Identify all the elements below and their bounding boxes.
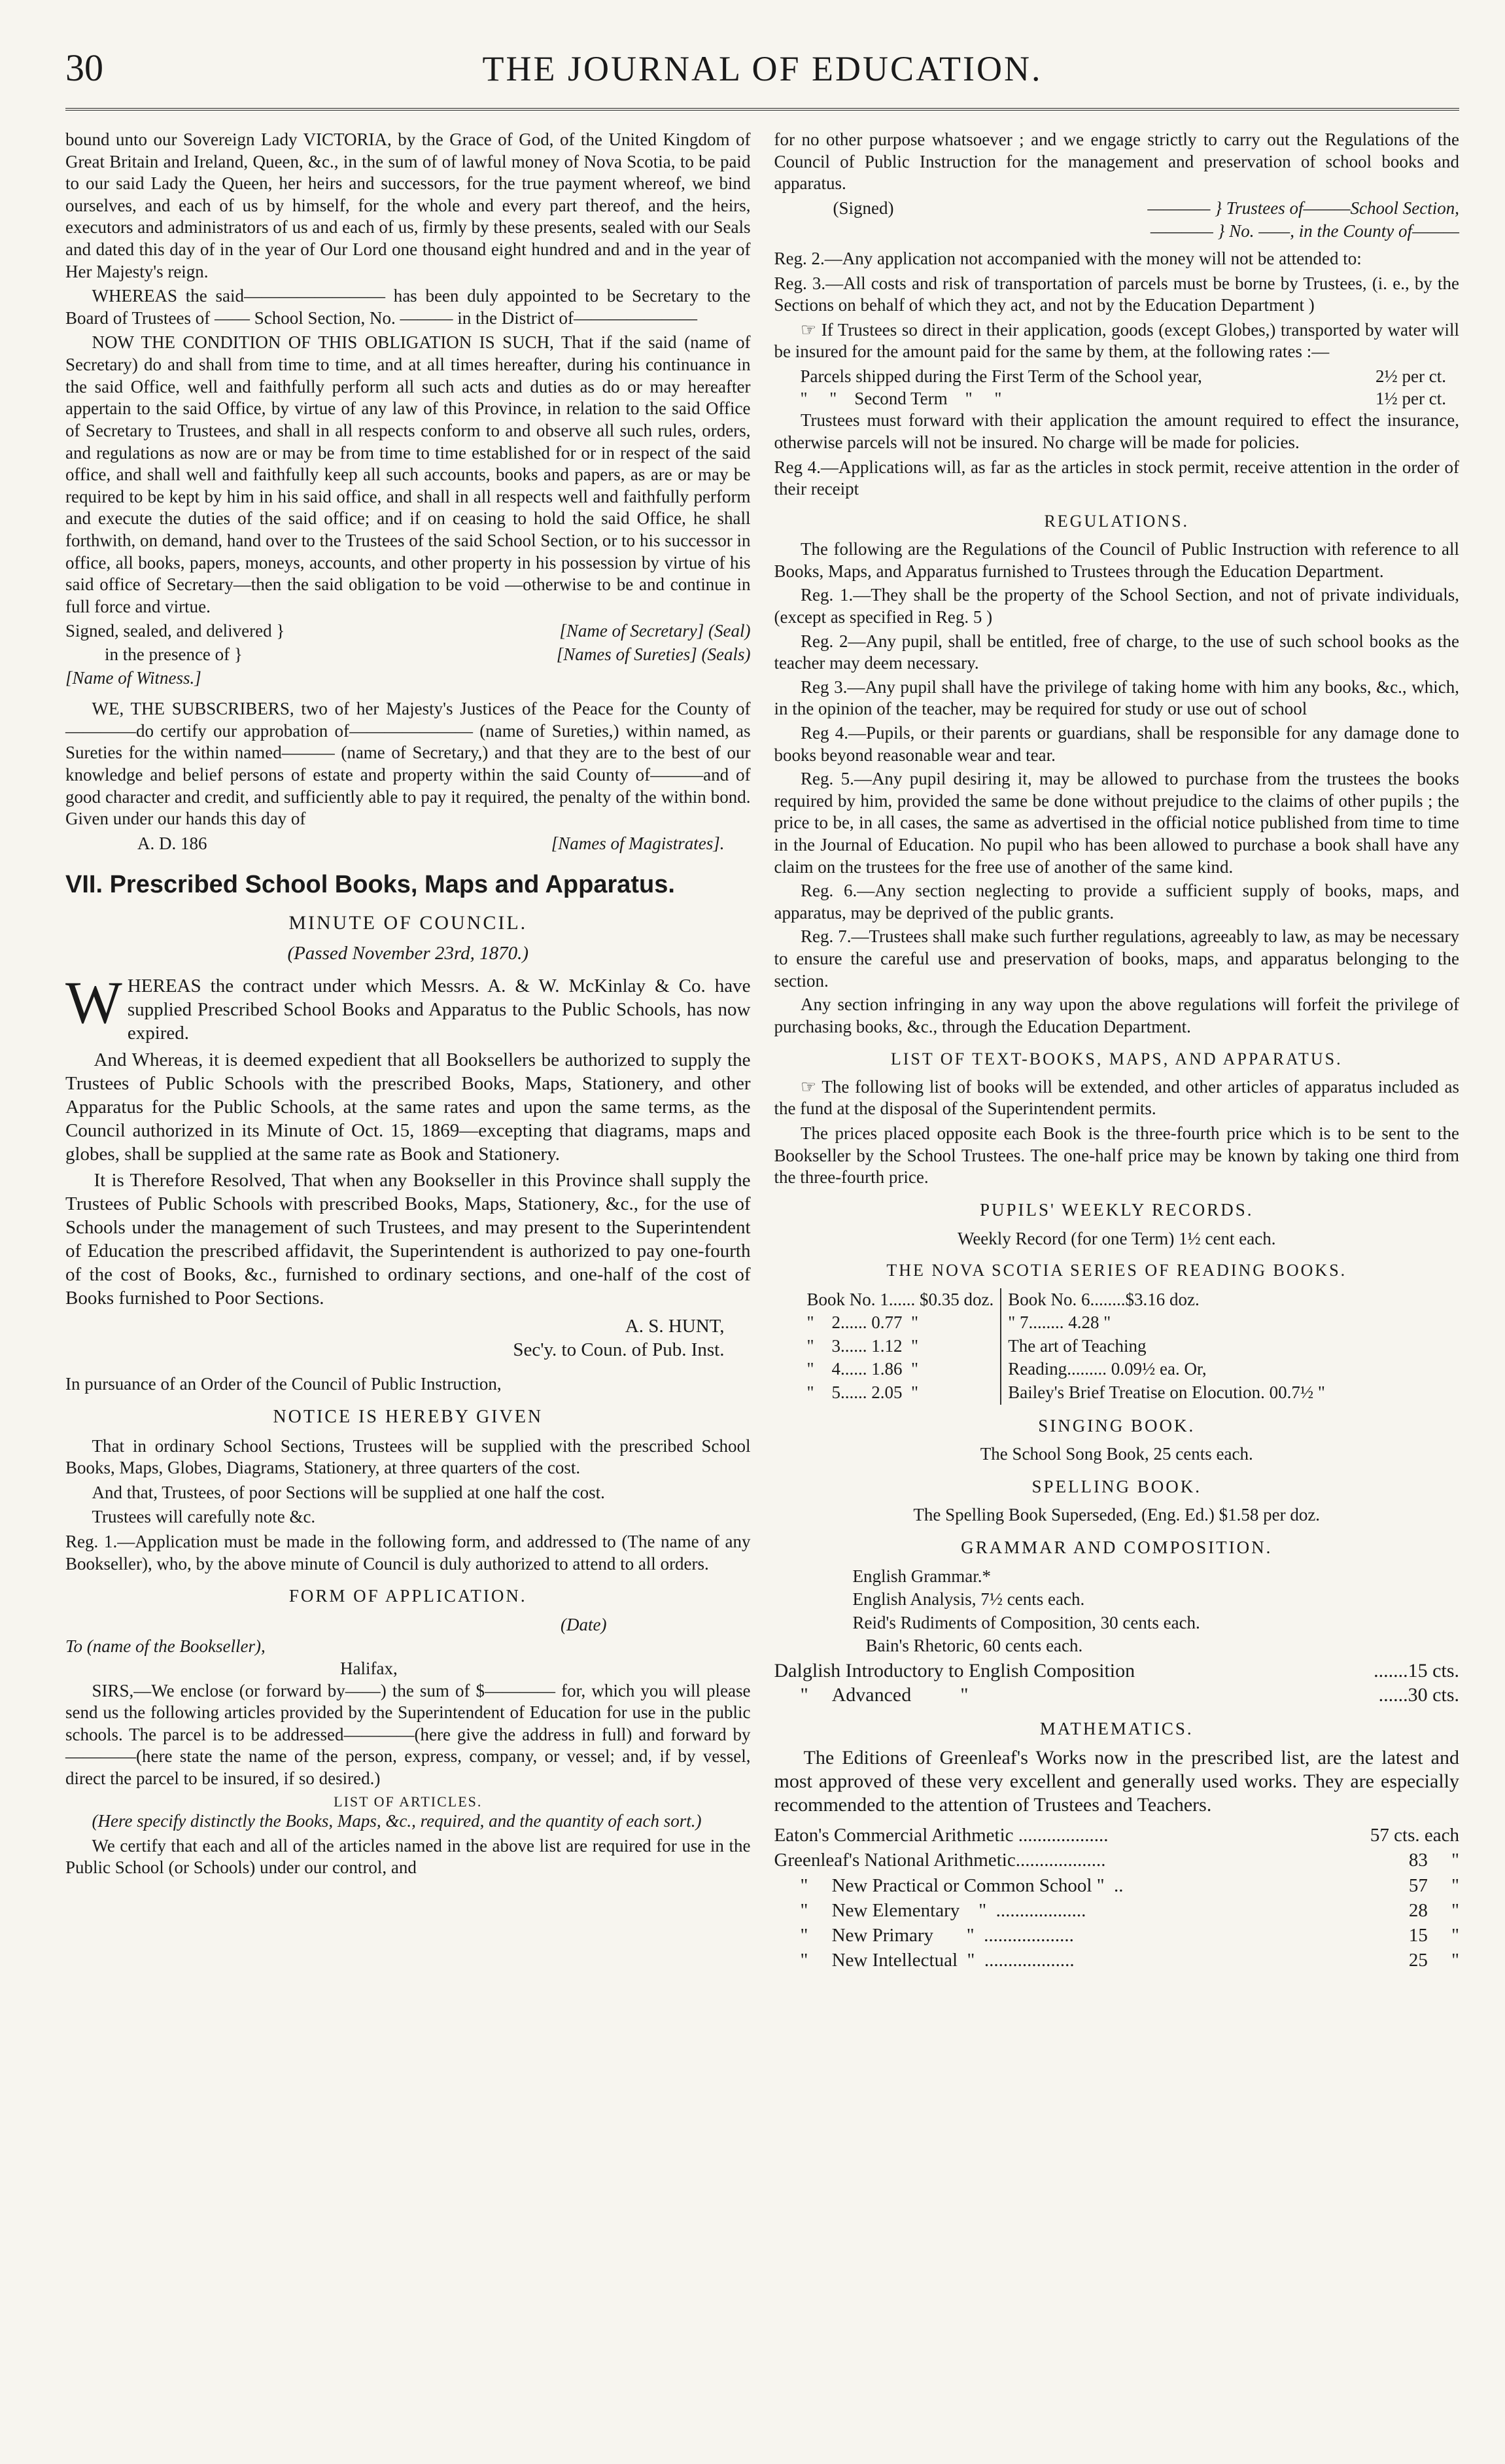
signed-trustees — [774, 198, 1460, 220]
reading-book-right: Reading......... 0.09½ ea. Or, — [1001, 1358, 1332, 1381]
signed-row — [65, 620, 751, 642]
reading-book-left: " 2...... 0.77 " — [806, 1312, 919, 1333]
to-bookseller: To (name of the Bookseller), — [65, 1636, 266, 1657]
reading-book-left: " 3...... 1.12 " — [806, 1335, 919, 1356]
columns — [65, 129, 1459, 1973]
math-item-label: " New Practical or Common School " .. — [800, 1874, 1124, 1896]
grammar-item: English Grammar.* — [852, 1566, 991, 1586]
reg2-text: Reg. 2.—Any application not accompanied with the money will not be attended to: — [774, 249, 1362, 269]
notice-ordinary: That in ordinary School Sections, Trustees will be supplied with the prescribed School Books, Maps, Globes, Diagrams, Stationery, at three quarters of the cost. — [65, 1435, 751, 1478]
regulation-5: Reg. 5.—Any pupil desiring it, may be allowed to purchase from the trustees the books required by him, provided the same be done without prejudice to the claims of other pupils ; the price to be, in all cases, the same as advertised in the official notice published from time to time in the Journal of Education. No pupil who has been allowed to purchase a book shall have any claim on the trustees for the free use of another of the same kind. — [774, 769, 1459, 877]
notice-note: Trustees will carefully note &c. — [92, 1507, 316, 1527]
signed-label: Signed, sealed, and delivered } — [65, 621, 285, 641]
notice-poor: And that, Trustees, of poor Sections will be supplied at one half the cost. — [92, 1482, 605, 1502]
regulation-6: Reg. 6.—Any section neglecting to provide a sufficient supply of books, maps, and apparatus, may be deprived of the public grants. — [774, 881, 1459, 923]
reading-book-row — [801, 1311, 1332, 1335]
list-note: ☞ The following list of books will be extended, and other articles of apparatus included as the fund at the disposal of the Superintendent permits. — [774, 1076, 1459, 1119]
grammar-list — [774, 1566, 1460, 1657]
rate-first-label: Parcels shipped during the First Term of the School year, — [800, 366, 1202, 387]
dalglish-advanced-label: " Advanced " — [800, 1684, 969, 1706]
signed-label-right: (Signed) — [833, 198, 894, 218]
regulation-4: Reg 4.—Pupils, or their parents or guardians, shall be responsible for any damage done to books beyond reasonable wear and tear. — [774, 722, 1459, 765]
whereas-secretary: WHEREAS the said———————— has been duly appointed to be Secretary to the Board of Trustees of —— School Section, No. ——— in the District of——————— — [65, 286, 751, 328]
grammar-item: English Analysis, 7½ cents each. — [852, 1589, 1085, 1610]
rate-first-value: 2½ per ct. — [1375, 366, 1446, 387]
reading-book-row — [801, 1358, 1332, 1381]
condition-text: NOW THE CONDITION OF THIS OBLIGATION IS SUCH, That if the said (name of Secretary) do and shall from time to time, and at all times hereafter, during his continuance in the said Office, well and faithfully perform all such acts and duties as do or may hereafter appertain to the said Office, by virtue of any law of this Province, in relation to the said Office of Secretary to Trustees, and shall in all respects conform to and observe all such rules, orders, and regulations as now are or may be from time to time established for or in respect of the said office, and shall well and faithfully keep all such accounts, books and papers, as are or may be required to be kept by him in his said office, and shall in all respects well and faithfully perform and execute the duties of the said office; and if on ceasing to hold the said Office, he shall forthwith, on demand, hand over to the Trustees of the said School Section, or to his successor in office, all books, papers, moneys, accounts, and other property in his possession by virtue of his said office of Secretary—then the said obligation to be void —otherwise to be and continue in full force and virtue. — [65, 332, 751, 616]
spelling-text: The Spelling Book Superseded, (Eng. Ed.) $1.58 per doz. — [913, 1505, 1321, 1525]
section-title: VII. Prescribed School Books, Maps and Apparatus. — [65, 870, 675, 898]
witness-label: [Name of Witness.] — [65, 667, 201, 688]
magistrates-label: [Names of Magistrates]. — [551, 833, 725, 853]
singing-text: The School Song Book, 25 cents each. — [980, 1444, 1253, 1464]
dalglish-intro-price: .......15 cts. — [1374, 1660, 1459, 1682]
math-item — [774, 1899, 1460, 1922]
math-item-price: 57 " — [1408, 1874, 1459, 1896]
whereas-contract-text: HEREAS the contract under which Messrs. A. & W. McKinlay & Co. have supplied Prescribed School Books and Apparatus to the Public Schools, has now expired. — [127, 976, 751, 1044]
math-item-label: " New Primary " ................... — [800, 1924, 1074, 1946]
presence-label: in the presence of } — [105, 644, 243, 665]
presence-row — [65, 644, 751, 666]
math-item-label: Eaton's Commercial Arithmetic ................... — [774, 1825, 1109, 1846]
regulation-7: Reg. 7.—Trustees shall make such further regulations, agreeably to law, as may be necessary to ensure the careful use and preservation of books, maps, and apparatus belonging to the section. — [774, 926, 1459, 991]
math-item — [774, 1924, 1460, 1947]
right-column — [774, 129, 1460, 1973]
math-item-label: " New Elementary " ................... — [800, 1899, 1086, 1921]
singing-title: SINGING BOOK. — [1038, 1415, 1196, 1435]
math-item — [774, 1823, 1460, 1847]
reg4-text: Reg 4.—Applications will, as far as the articles in stock permit, receive attention in the order of their receipt — [774, 457, 1459, 499]
notice-title: NOTICE IS HEREBY GIVEN — [273, 1406, 544, 1427]
signature-block — [65, 1314, 725, 1362]
math-item — [774, 1948, 1460, 1972]
sureties-seals: [Names of Sureties] (Seals) — [556, 644, 751, 665]
drop-cap: W — [65, 969, 122, 1036]
bond-text: bound unto our Sovereign Lady VICTORIA, by the Grace of God, of the United Kingdom of Great Britain and Ireland, Queen, &c., in the sum of of lawful money of Nova Scotia, to be paid to our said Lady the Queen, her heirs and successors, for the true payment whereof, we bind ourselves, and each of us by himself, for the whole and every part thereof, and the heirs, executors and administrators of us and each of us, firmly by these presents, sealed with our Seals and dated this day of in the year of Our Lord one thousand eight hundred and and in the year of Her Majesty's reign. — [65, 130, 751, 281]
reading-book-right: Bailey's Brief Treatise on Elocution. 00.7½ " — [1001, 1381, 1332, 1405]
pupils-records-title: PUPILS' WEEKLY RECORDS. — [980, 1199, 1254, 1220]
halifax-label: Halifax, — [340, 1659, 398, 1678]
signature-name: A. S. HUNT, — [625, 1315, 725, 1337]
weekly-record: Weekly Record (for one Term) 1½ cent each. — [958, 1228, 1276, 1248]
county-line: ———— } No. ——, in the County of——— — [1150, 221, 1459, 241]
reading-book-right: " 7........ 4.28 " — [1001, 1311, 1332, 1335]
and-whereas: And Whereas, it is deemed expedient that all Booksellers be authorized to supply the Trustees of Public Schools with the prescribed Books, Maps, Stationery, and other Apparatus for the Public Schools, at the same rates and upon the same terms, as the Council authorized in its Minute of Oct. 15, 1869—excepting that diagrams, maps and globes, shall be supplied at the same rate as Book and Stationery. — [65, 1049, 751, 1165]
math-item — [774, 1848, 1460, 1872]
grammar-title: GRAMMAR AND COMPOSITION. — [961, 1537, 1273, 1557]
purpose-text: for no other purpose whatsoever ; and we engage strictly to carry out the Regulations of the Council of Public Instruction for the management and preservation of school books and apparatus. — [774, 130, 1459, 194]
regulations-list — [774, 538, 1460, 1038]
reading-book-right: The art of Teaching — [1001, 1335, 1332, 1358]
regulation-8: Any section infringing in any way upon the above regulations will forfeit the privilege of purchasing books, &c., through the Education Department. — [774, 994, 1459, 1036]
mathematics-list — [774, 1823, 1460, 1972]
trustees-must: Trustees must forward with their application the amount required to effect the insurance, otherwise parcels will not be insured. No charge will be made for policies. — [774, 410, 1459, 452]
dalglish-advanced-price: ......30 cts. — [1378, 1684, 1459, 1706]
dalglish-intro-label: Dalglish Introductory to English Composition — [774, 1660, 1135, 1682]
reading-books-table — [801, 1288, 1332, 1405]
left-column — [65, 129, 751, 1973]
reading-book-row — [801, 1381, 1332, 1405]
rate-second-label: " " Second Term " " — [800, 388, 1002, 408]
math-item-price: 25 " — [1408, 1949, 1459, 1971]
form-title: FORM OF APPLICATION. — [288, 1586, 527, 1606]
math-item-price: 57 cts. each — [1370, 1825, 1459, 1846]
spelling-title: SPELLING BOOK. — [1031, 1476, 1202, 1496]
rate-second-value: 1½ per ct. — [1375, 388, 1446, 408]
sirs-text: SIRS,—We enclose (or forward by——) the sum of $———— for, which you will please send us the following articles provided by the Superintendent of Education for use in the public schools. The parcel is to be addressed————(here give the address in full) and forward by————(here state the name of the person, express, company, or vessel; and, if by vessel, direct the parcel to be insured, if so desired.) — [65, 1680, 751, 1789]
grammar-item: Reid's Rudiments of Composition, 30 cents each. — [852, 1612, 1200, 1632]
prices-text: The prices placed opposite each Book is the three-fourth price which is to be sent to the Bookseller by the School Trustees. The one-half price may be known by taking one third from the three-fourth price. — [774, 1123, 1459, 1188]
rate-first-term — [774, 366, 1460, 388]
math-item-label: Greenleaf's National Arithmetic................... — [774, 1850, 1106, 1871]
regulation-1: Reg. 1.—They shall be the property of the School Section, and not of private individuals, (except as specified in Reg. 5 ) — [774, 585, 1459, 627]
dalglish-advanced — [774, 1683, 1460, 1707]
ad-year: A. D. 186 — [137, 833, 207, 853]
regulations-title: REGULATIONS. — [1044, 511, 1190, 531]
page-header — [65, 46, 1459, 111]
math-item-price: 28 " — [1408, 1899, 1459, 1921]
dalglish-intro — [774, 1659, 1460, 1683]
mathematics-title: MATHEMATICS. — [1039, 1718, 1194, 1738]
reading-book-left: " 5...... 2.05 " — [806, 1382, 919, 1402]
regulation-2: Reg. 2—Any pupil, shall be entitled, free of charge, to the use of such school books as the teacher may deem necessary. — [774, 631, 1459, 673]
math-item — [774, 1874, 1460, 1897]
page-number: 30 — [65, 46, 103, 89]
application-reg: Reg. 1.—Application must be made in the following form, and addressed to (The name of any Bookseller), who, by the above minute of Council is duly authorized to attend to all orders. — [65, 1531, 751, 1574]
journal-title: THE JOURNAL OF EDUCATION. — [482, 49, 1043, 88]
regulations-intro: The following are the Regulations of the Council of Public Instruction with reference to all Books, Maps, and Apparatus furnished to Trustees through the Education Department. — [774, 539, 1459, 581]
date-label: (Date) — [561, 1614, 607, 1634]
reading-book-row — [801, 1335, 1332, 1358]
resolved-text: It is Therefore Resolved, That when any Bookseller in this Province shall supply the Trustees of Public Schools with prescribed Books, Maps, Stationery, &c., for the use of Schools under the management of such Trustees, and may present to the Superintendent of Education the prescribed affidavit, the Superintendent is authorized to pay one-fourth of the cost of Books, &c., furnished to ordinary sections, and one-half of the cost of Books furnished to Poor Sections. — [65, 1169, 751, 1309]
math-item-price: 15 " — [1408, 1924, 1459, 1946]
signature-title: Sec'y. to Coun. of Pub. Inst. — [513, 1339, 725, 1360]
reading-book-left: " 4...... 1.86 " — [806, 1359, 919, 1379]
trustees-line: ———— } Trustees of———School Section, — [1147, 198, 1459, 218]
reading-book-row — [801, 1288, 1332, 1312]
regulation-3: Reg 3.—Any pupil shall have the privilege of taking home with him any books, &c., which, in the opinion of the teacher, may be required for study or use out of school — [774, 677, 1459, 719]
math-item-label: " New Intellectual " ................... — [800, 1949, 1075, 1971]
grammar-item: Bain's Rhetoric, 60 cents each. — [865, 1636, 1083, 1656]
pursuance-text: In pursuance of an Order of the Council of Public Instruction, — [65, 1374, 502, 1394]
passed-date: (Passed November 23rd, 1870.) — [287, 943, 529, 964]
minute-title: MINUTE OF COUNCIL. — [288, 911, 528, 934]
ad-row — [65, 833, 751, 855]
rate-second-term — [774, 388, 1460, 410]
whereas-contract — [65, 969, 751, 1045]
secretary-seal: [Name of Secretary] (Seal) — [559, 621, 751, 641]
mathematics-intro: The Editions of Greenleaf's Works now in the prescribed list, are the latest and most approved of these very excellent and generally used works. They are especially recommended to the attention of Trustees and Teachers. — [774, 1747, 1459, 1816]
reading-book-left: Book No. 1...... $0.35 doz. — [806, 1289, 994, 1309]
insurance-note: ☞ If Trustees so direct in their application, goods (except Globes,) transported by water will be insured for the amount paid for the same by them, at the following rates :— — [774, 319, 1459, 362]
reading-series-title: THE NOVA SCOTIA SERIES OF READING BOOKS. — [886, 1261, 1347, 1280]
math-item-price: 83 " — [1408, 1850, 1459, 1871]
subscribers-text: WE, THE SUBSCRIBERS, two of her Majesty's Justices of the Peace for the County of————do certify our approbation of——————— (name of Sureties,) within named, as Sureties for the within named——— (name of Secretary,) and that they are to the best of our knowledge and belief persons of estate and property within the said County of———and of good character and credit, and sufficiently able to pay it required, the penalty of the within bond. Given under our hands this day of — [65, 699, 751, 829]
reg3-text: Reg. 3.—All costs and risk of transportation of parcels must be borne by Trustees, (i. e., by the Sections on behalf of which they act, and not by the Education Department ) — [774, 273, 1459, 315]
specify-text: (Here specify distinctly the Books, Maps, &c., required, and the quantity of each sort.) — [92, 1811, 702, 1831]
text-books-title: LIST OF TEXT-BOOKS, MAPS, AND APPARATUS. — [890, 1049, 1343, 1068]
certify-text: We certify that each and all of the articles named in the above list are required for use in the Public School (or Schools) under our control, and — [65, 1835, 751, 1878]
list-of-articles: LIST OF ARTICLES. — [334, 1793, 483, 1810]
reading-book-right: Book No. 6........$3.16 doz. — [1001, 1288, 1332, 1312]
